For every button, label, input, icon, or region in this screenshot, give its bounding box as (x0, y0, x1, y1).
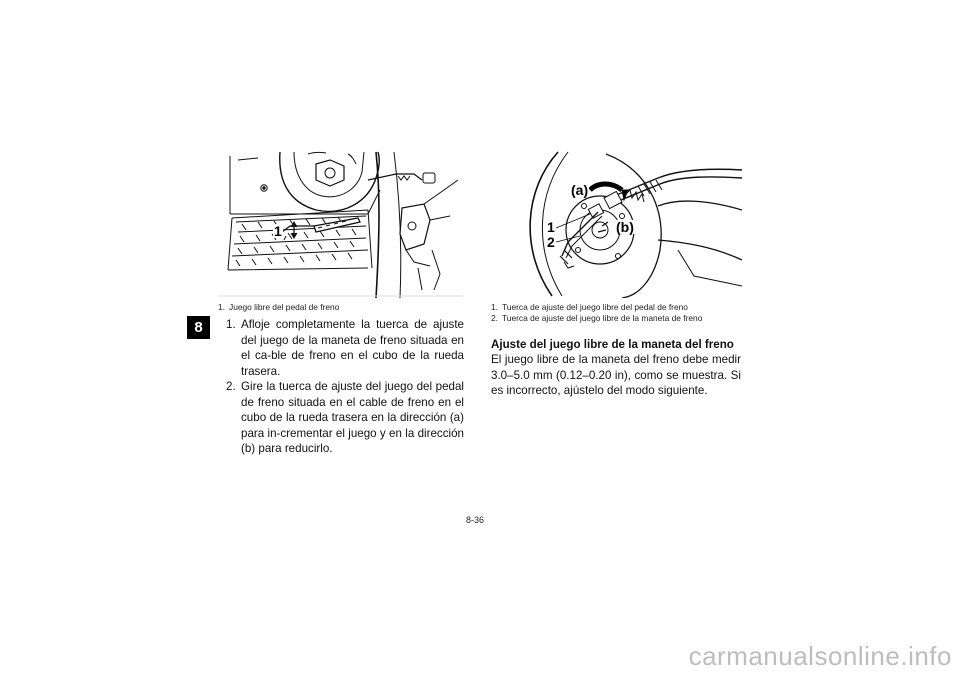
step-number: 2. (226, 380, 236, 393)
step-text: Gire la tuerca de ajuste del juego del pedal de freno situada en el cable de freno en el cubo de la rueda trasera en la dirección (a) para in-crementar el juego y en la dirección (b) para reducirlo. (241, 380, 464, 455)
caption-number: 2. (491, 313, 498, 323)
callout-b-right: (b) (616, 219, 634, 235)
figure-left-caption (218, 302, 339, 313)
section-body: El juego libre de la maneta del freno debe medir 3.0–5.0 mm (0.12–0.20 in), como se muestra. Si es incorrecto, ajústelo del modo siguiente. (491, 353, 741, 397)
section-heading: Ajuste del juego libre de la maneta del freno (491, 338, 734, 351)
page-number: 8-36 (466, 515, 485, 525)
caption-number: 1. (218, 302, 225, 312)
callout-2-right: 2 (547, 234, 555, 250)
brake-hub-illustration (498, 150, 742, 298)
caption-text: Tuerca de ajuste del juego libre de la maneta de freno (502, 313, 703, 323)
procedure-steps (226, 317, 464, 457)
watermark: carmanualsonline.info (688, 641, 952, 671)
figure-right-caption (491, 302, 702, 324)
step-number: 1. (226, 318, 236, 331)
step-item (226, 379, 464, 457)
caption-number: 1. (491, 302, 498, 312)
callout-1-right: 1 (547, 219, 555, 235)
caption-text: Juego libre del pedal de freno (229, 302, 340, 312)
step-item (226, 317, 464, 379)
callout-a-right: (a) (571, 182, 589, 198)
chapter-tab: 8 (187, 316, 210, 339)
step-text: Afloje completamente la tuerca de ajuste del juego de la maneta de freno situada en el ca-ble de freno en el cubo de la rueda trasera. (241, 318, 464, 378)
caption-line (491, 313, 702, 324)
brake-pedal-illustration (218, 150, 463, 298)
caption-text: Tuerca de ajuste del juego libre del pedal de freno (502, 302, 688, 312)
caption-line (491, 302, 702, 313)
callout-1-left: 1 (274, 223, 282, 239)
